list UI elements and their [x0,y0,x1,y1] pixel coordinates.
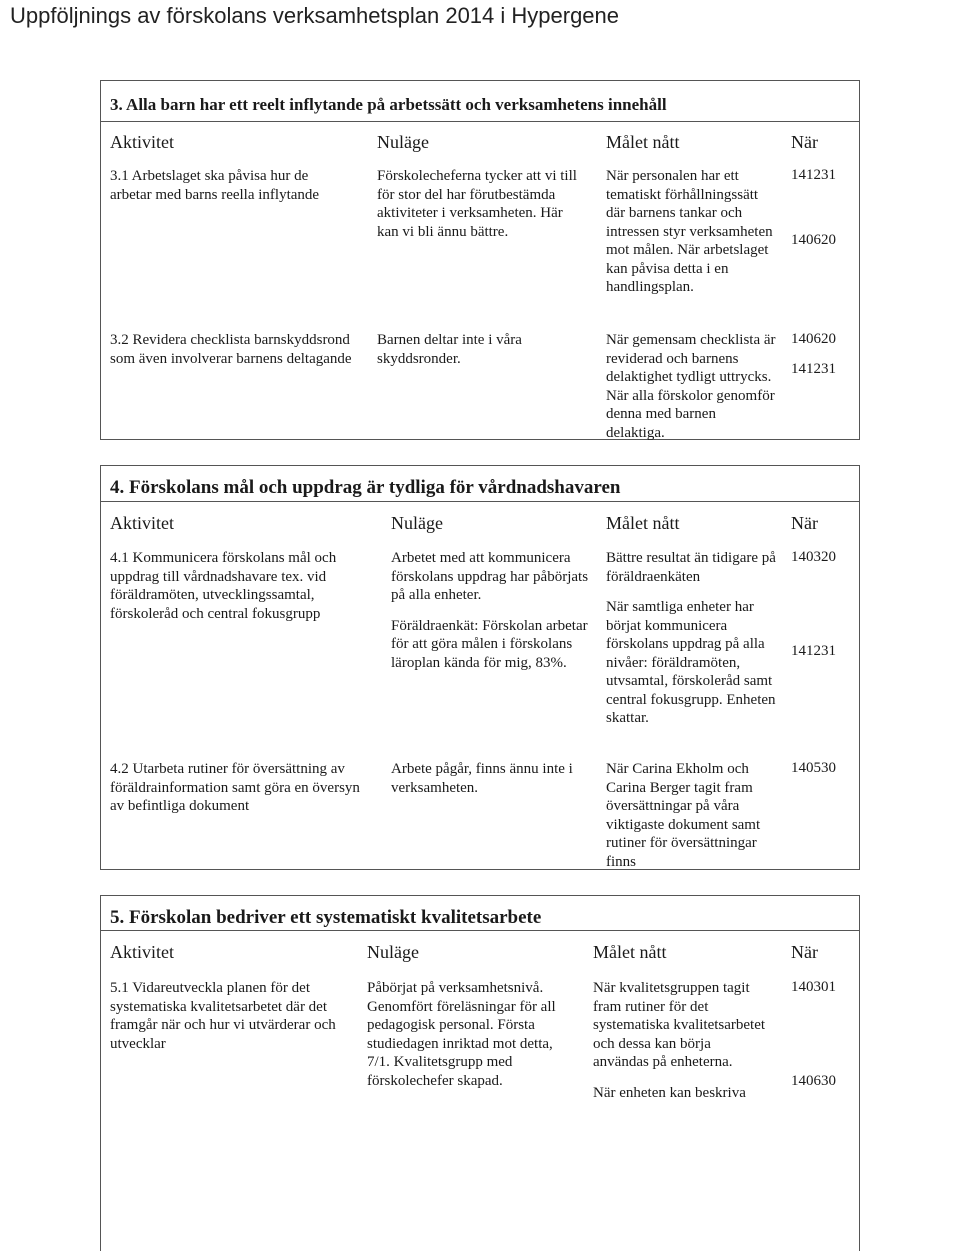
section-4-title: 4. Förskolans mål och uppdrag är tydliga för vårdnadshavaren [110,477,621,498]
row-5-1-goal [593,979,768,1102]
row-5-1-goal-p2: När enheten kan beskriva [593,1084,746,1101]
row-3-2-when-1: 140620 [791,331,836,347]
row-3-2-activity: 3.2 Revidera checklista barnskyddsrond som även involverar barnens deltagande [110,332,352,367]
row-5-1-when-2: 140630 [791,1073,836,1089]
row-4-2-goal: När Carina Ekholm och Carina Berger tagit fram översättningar på våra viktigaste dokument samt rutiner för översättningar finns [606,761,761,870]
row-4-1-status-p1: Arbetet med att kommunicera förskolans uppdrag har påbörjats på alla enheter. [391,550,589,603]
section-3-title: 3. Alla barn har ett reelt inflytande på arbetssätt och verksamhetens innehåll [110,95,667,114]
header-status: Nuläge [377,132,429,152]
header-when: När [791,942,818,962]
page-title: Uppföljnings av förskolans verksamhetsplan 2014 i Hypergene [10,3,620,28]
header-status: Nuläge [391,513,443,533]
row-4-1-goal-p2: När samtliga enheter har börjat kommunicera förskolans uppdrag på alla nivåer: föräldramöten, utvsamtal, förskoleråd samt central fokusgrupp. Enheten skattar. [606,599,776,726]
section-3-table [100,80,860,440]
header-activity: Aktivitet [110,513,174,533]
header-activity: Aktivitet [110,132,174,152]
row-5-1-status: Påbörjat på verksamhetsnivå. Genomfört föreläsningar för all pedagogisk personal. Första studiedagen inriktad mot detta, 7/1. Kvalitetsgrupp med förskolechefer skapad. [367,980,556,1089]
header-status: Nuläge [367,942,419,962]
row-3-2-status: Barnen deltar inte i våra skyddsronder. [377,332,522,367]
row-4-1-goal-p1: Bättre resultat än tidigare på föräldraenkäten [606,550,776,585]
row-4-2-when-1: 140530 [791,760,836,776]
section-divider [101,501,859,502]
row-3-2-goal: När gemensam checklista är reviderad och barnens delaktighet tydligt uttrycks. När alla förskolor genomför denna med barnen delaktiga. [606,332,776,441]
row-4-1-activity: 4.1 Kommunicera förskolans mål och uppdrag till vårdnadshavare tex. vid föräldramöten, utvecklingssamtal, förskoleråd och central fokusgrupp [110,550,337,622]
header-activity: Aktivitet [110,942,174,962]
section-5-title: 5. Förskolan bedriver ett systematiskt kvalitetsarbete [110,907,542,928]
header-when: När [791,513,818,533]
header-goal: Målet nått [606,132,680,152]
header-goal: Målet nått [593,942,667,962]
row-3-1-goal: När personalen har ett tematiskt förhållningssätt där barnens tankar och intressen styr verksamheten mot målen. När arbetslaget kan påvisa detta i en handlingsplan. [606,168,773,295]
row-3-1-when-2: 140620 [791,232,836,248]
row-4-2-activity: 4.2 Utarbeta rutiner för översättning av föräldrainformation samt göra en översyn av befintliga dokument [110,761,360,814]
header-goal: Målet nått [606,513,680,533]
row-5-1-when-1: 140301 [791,979,836,995]
section-divider [101,121,859,122]
row-4-1-when-1: 140320 [791,549,836,565]
row-4-1-when-2: 141231 [791,643,836,659]
row-5-1-goal-p1: När kvalitetsgruppen tagit fram rutiner för det systematiska kvalitetsarbetet och dessa kan börja användas på enheterna. [593,980,766,1070]
row-4-1-status [391,549,591,672]
section-5-table [100,895,860,1251]
header-when: När [791,132,818,152]
row-4-1-goal [606,549,781,728]
row-4-2-status: Arbete pågår, finns ännu inte i verksamheten. [391,761,573,796]
row-3-1-when-1: 141231 [791,167,836,183]
section-divider [101,930,859,931]
section-4-table [100,465,860,870]
row-5-1-activity: 5.1 Vidareutveckla planen för det systematiska kvalitetsarbetet där det framgår när och hur vi utvärderar och utvecklar [110,980,336,1052]
row-3-1-status: Förskolecheferna tycker att vi till för stor del har förutbestämda aktiviteter i verksamheten. Här kan vi bli ännu bättre. [377,168,577,240]
row-4-1-status-p2: Föräldraenkät: Förskolan arbetar för att göra målen i förskolans läroplan kända för mig, 83%. [391,617,588,671]
row-3-1-activity: 3.1 Arbetslaget ska påvisa hur de arbetar med barns reella inflytande [110,168,320,203]
row-3-2-when-2: 141231 [791,361,836,377]
